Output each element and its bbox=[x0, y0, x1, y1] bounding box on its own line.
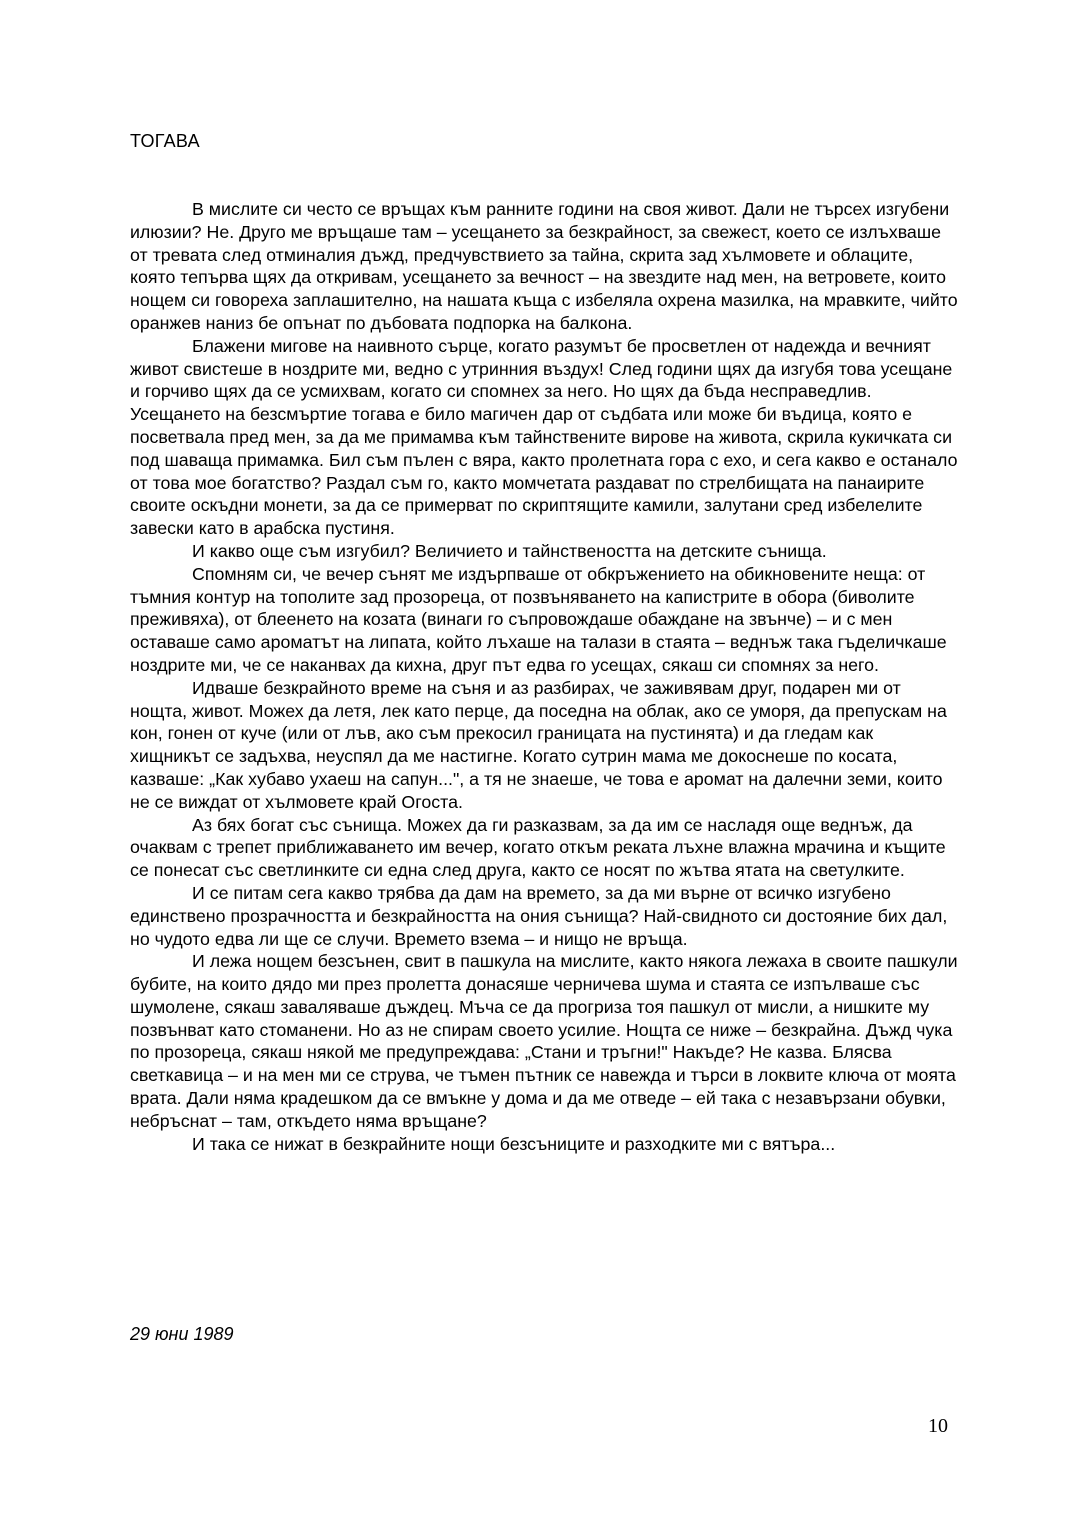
document-body bbox=[130, 198, 958, 1155]
document-title: ТОГАВА bbox=[130, 131, 200, 151]
paragraph: И лежа нощем безсънен, свит в пашкула на мислите, както някога лежаха в своите пашкули бубите, на които дядо ми през пролетта донасяше черничева шума и стаята се изпълваше със шумолене, сякаш заваляваше дъждец. Мъча се да прогриза тоя пашкул от мисли, а нишките му позвънват като стоманени. Но аз не спирам своето усилие. Нощта се ниже – безкрайна. Дъжд чука по прозореца, сякаш някой ме предупреждава: „Стани и тръгни!" Накъде? Не казва. Блясва светкавица – и на мен ми се струва, че тъмен пътник се навежда и търси в локвите ключа от моята врата. Дали няма крадешком да се вмъкне у дома и да ме отведе – ей така с незавързани обувки, небръснат – там, откъдето няма връщане? bbox=[130, 951, 958, 1131]
paragraph: И се питам сега какво трябва да дам на времето, за да ми върне от всичко изгубено единствено прозрачността и безкрайността на ония сънища? Най-свидното си достояние бих дал, но чудото едва ли ще се случи. Времето взема – и нищо не връща. bbox=[130, 882, 948, 949]
paragraph: Спомням си, че вечер сънят ме издърпваше от обкръжението на обикновените неща: от тъмния контур на тополите зад прозореца, от позвъняването на капистрите в обора (биволите преживяха), от блеенето на козата (винаги го съпровождаше обаждане на звънче) – и с мен оставаше само ароматът на липата, който лъхаше на талази в стаята – веднъж така гъделичкаше ноздрите ми, че се наканвах да кихна, друг път едва го усещах, сякаш си спомнях за него. bbox=[130, 563, 947, 675]
paragraph: В мислите си често се връщах към ранните години на своя живот. Дали не търсех изгубени илюзии? Не. Друго ме връщаше там – усещането за безкрайност, за свежест, което се излъхваше от тревата след отминалия дъжд, предчувствието за тайна, скрита зад хълмовете и облаците, която тепърва щях да откривам, усещането за вечност – на звездите над мен, на ветровете, които нощем си говореха заплашително, на нашата къща с избеляла охрена мазилка, на мравките, чийто оранжев наниз бе опънат по дъбовата подпорка на балкона. bbox=[130, 199, 958, 333]
paragraph: Идваше безкрайното време на съня и аз разбирах, че заживявам друг, подарен ми от нощта, живот. Можех да летя, лек като перце, да поседна на облак, ако се уморя, да препускам на кон, гонен от куче (или от лъв, ако съм прекосил границата на пустинята) и да гледам как хищникът се задъхва, неуспял да ме настигне. Когато сутрин мама ме докоснеше по косата, казваше: „Как хубаво ухаеш на сапун...", а тя не знаеше, че това е аромат на далечни земи, които не се виждат от хълмовете край Огоста. bbox=[130, 677, 947, 812]
document-date: 29 юни 1989 bbox=[130, 1324, 234, 1344]
paragraph: И така се нижат в безкрайните нощи безсъниците и разходките ми с вятъра... bbox=[192, 1133, 836, 1154]
paragraph: И какво още съм изгубил? Величието и тайнствеността на детските сънища. bbox=[192, 540, 827, 561]
paragraph: Блажени мигове на наивното сърце, когато разумът бе просветлен от надежда и вечният живот свистеше в ноздрите ми, ведно с утринния въздух! След години щях да изгубя това усещане и горчиво щях да се усмихвам, когато си спомнех за него. Но щях да бъда несправедлив. Усещането на безсмъртие тогава е било магичен дар от съдбата или може би въдица, която е посветвала пред мен, за да ме примамва към тайнствените вирове на живота, скрила кукичката си под шаваща примамка. Бил съм пълен с вяра, както пролетната гора с ехо, и сега какво е останало от това мое богатство? Раздал съм го, както момчетата раздават по стрелбищата на панаирите своите оскъдни монети, за да се примерват по скриптящите камили, залутани сред избелелите завески като в арабска пустиня. bbox=[130, 335, 958, 539]
paragraph: Аз бях богат със сънища. Можех да ги разказвам, за да им се насладя още веднъж, да очаквам с трепет приближаването им вечер, когато откъм реката лъхне влажна мрачина и къщите се понесат със светлинките си една след друга, както се носят по жътва ятата на светулките. bbox=[130, 814, 946, 881]
page-number: 10 bbox=[928, 1415, 948, 1437]
